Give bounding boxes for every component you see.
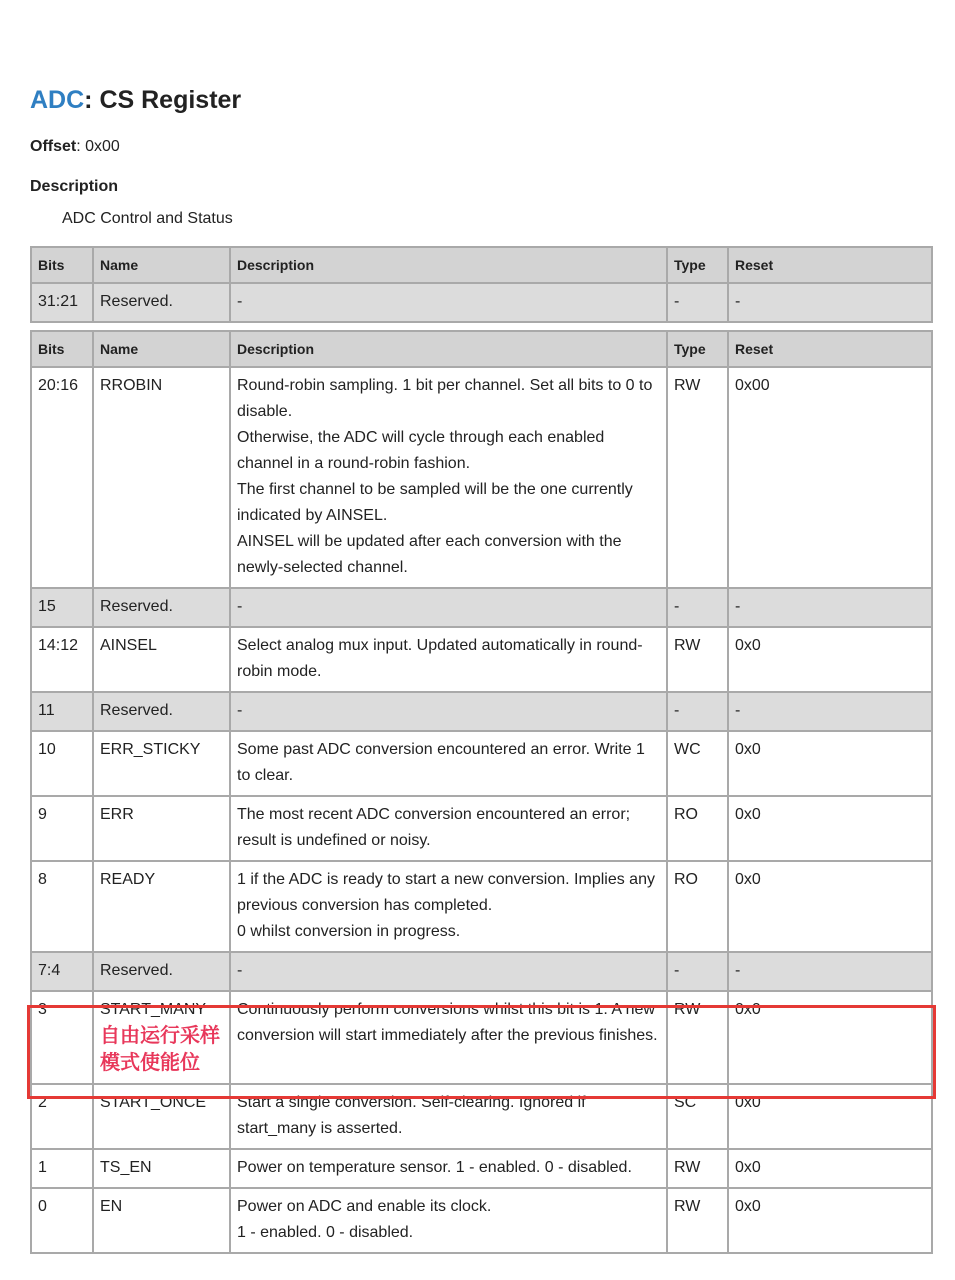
cell-type: RW	[667, 367, 728, 588]
cell-reset: -	[728, 952, 932, 991]
table-row	[31, 692, 932, 731]
table-row-highlighted	[31, 991, 932, 1084]
cell-type: -	[667, 692, 728, 731]
offset-value: : 0x00	[76, 138, 120, 155]
column-header-reset: Reset	[728, 331, 932, 367]
page-title	[30, 86, 241, 115]
description-line: Power on ADC and enable its clock.	[237, 1198, 492, 1215]
cell-reset: 0x00	[728, 367, 932, 588]
table-row	[31, 627, 932, 692]
cell-type: -	[667, 588, 728, 627]
cell-bits: 0	[31, 1188, 93, 1253]
column-header-reset: Reset	[728, 247, 932, 283]
column-header-type: Type	[667, 247, 728, 283]
cell-reset: 0x0	[728, 627, 932, 692]
cell-bits: 10	[31, 731, 93, 796]
cell-bits: 7:4	[31, 952, 93, 991]
table-row	[31, 796, 932, 861]
cell-type: -	[667, 283, 728, 322]
register-name: CS Register	[92, 86, 242, 114]
annotation-note: 自由运行采样	[100, 1025, 220, 1047]
cell-bits: 2	[31, 1084, 93, 1149]
cell-name: START_ONCE	[93, 1084, 230, 1149]
column-header-bits: Bits	[31, 247, 93, 283]
cell-bits: 1	[31, 1149, 93, 1188]
description-line: Otherwise, the ADC will cycle through each enabled channel in a round-robin fashion.	[237, 429, 605, 472]
table-row	[31, 731, 932, 796]
cell-type: RO	[667, 796, 728, 861]
description-line: 1 if the ADC is ready to start a new conversion. Implies any previous conversion has completed.	[237, 871, 655, 914]
description-line: Round-robin sampling. 1 bit per channel. Set all bits to 0 to disable.	[237, 377, 653, 420]
cell-reset: 0x0	[728, 991, 932, 1084]
column-header-type: Type	[667, 331, 728, 367]
description-line: 1 - enabled. 0 - disabled.	[237, 1224, 414, 1241]
cell-reset: 0x0	[728, 1188, 932, 1253]
cell-description: -	[230, 588, 667, 627]
cell-type: RW	[667, 1188, 728, 1253]
cell-reset: 0x0	[728, 1084, 932, 1149]
cell-name: AINSEL	[93, 627, 230, 692]
cell-name: RROBIN	[93, 367, 230, 588]
table-row	[31, 861, 932, 952]
cell-name: TS_EN	[93, 1149, 230, 1188]
cell-reset: -	[728, 692, 932, 731]
cell-bits: 15	[31, 588, 93, 627]
cell-description	[230, 861, 667, 952]
cell-reset: -	[728, 283, 932, 322]
register-fields-table	[30, 330, 933, 1254]
table-row	[31, 588, 932, 627]
cell-description: -	[230, 283, 667, 322]
description-line: The first channel to be sampled will be the one currently indicated by AINSEL.	[237, 481, 633, 524]
column-header-bits: Bits	[31, 331, 93, 367]
cell-type: RW	[667, 1149, 728, 1188]
cell-description	[230, 367, 667, 588]
cell-name: Reserved.	[93, 283, 230, 322]
description-heading: Description	[30, 178, 119, 195]
cell-reset: 0x0	[728, 731, 932, 796]
cell-type: -	[667, 952, 728, 991]
cell-reset: 0x0	[728, 1149, 932, 1188]
table-header-row	[31, 331, 932, 367]
cell-description: The most recent ADC conversion encountered an error; result is undefined or noisy.	[230, 796, 667, 861]
offset-label: Offset	[30, 138, 77, 155]
cell-name: Reserved.	[93, 692, 230, 731]
table-header-row	[31, 247, 932, 283]
cell-name: EN	[93, 1188, 230, 1253]
offset-line	[30, 138, 120, 156]
field-name: START_MANY	[100, 1001, 207, 1018]
table-row	[31, 283, 932, 322]
cell-reset: 0x0	[728, 861, 932, 952]
column-header-description: Description	[230, 331, 667, 367]
table-row	[31, 1188, 932, 1253]
cell-bits: 3	[31, 991, 93, 1084]
cell-description: Start a single conversion. Self-clearing. Ignored if start_many is asserted.	[230, 1084, 667, 1149]
table-row	[31, 367, 932, 588]
annotation-note: 模式使能位	[100, 1052, 200, 1074]
cell-description: -	[230, 692, 667, 731]
cell-bits: 31:21	[31, 283, 93, 322]
cell-description: Power on temperature sensor. 1 - enabled. 0 - disabled.	[230, 1149, 667, 1188]
cell-name: Reserved.	[93, 588, 230, 627]
cell-type: RW	[667, 991, 728, 1084]
description-text: ADC Control and Status	[62, 210, 233, 227]
cell-description: Continuously perform conversions whilst this bit is 1. A new conversion will start immediately after the previous finishes.	[230, 991, 667, 1084]
cell-description: -	[230, 952, 667, 991]
cell-description: Some past ADC conversion encountered an error. Write 1 to clear.	[230, 731, 667, 796]
cell-bits: 14:12	[31, 627, 93, 692]
cell-type: RW	[667, 627, 728, 692]
cell-type: SC	[667, 1084, 728, 1149]
cell-description	[230, 1188, 667, 1253]
cell-bits: 20:16	[31, 367, 93, 588]
cell-bits: 9	[31, 796, 93, 861]
column-header-name: Name	[93, 247, 230, 283]
column-header-description: Description	[230, 247, 667, 283]
cell-reset: 0x0	[728, 796, 932, 861]
cell-reset: -	[728, 588, 932, 627]
cell-name: Reserved.	[93, 952, 230, 991]
cell-description: Select analog mux input. Updated automatically in round-robin mode.	[230, 627, 667, 692]
cell-bits: 11	[31, 692, 93, 731]
description-line: 0 whilst conversion in progress.	[237, 923, 461, 940]
column-header-name: Name	[93, 331, 230, 367]
cell-type: WC	[667, 731, 728, 796]
cell-name: READY	[93, 861, 230, 952]
cell-name: ERR	[93, 796, 230, 861]
peripheral-link[interactable]: ADC	[30, 86, 85, 114]
table-row	[31, 1084, 932, 1149]
description-line: AINSEL will be updated after each conversion with the newly-selected channel.	[237, 533, 622, 576]
title-separator: :	[84, 86, 93, 114]
table-row	[31, 952, 932, 991]
cell-type: RO	[667, 861, 728, 952]
cell-name: ERR_STICKY	[93, 731, 230, 796]
reserved-bits-table	[30, 246, 933, 323]
cell-name	[93, 991, 230, 1084]
cell-bits: 8	[31, 861, 93, 952]
table-row	[31, 1149, 932, 1188]
